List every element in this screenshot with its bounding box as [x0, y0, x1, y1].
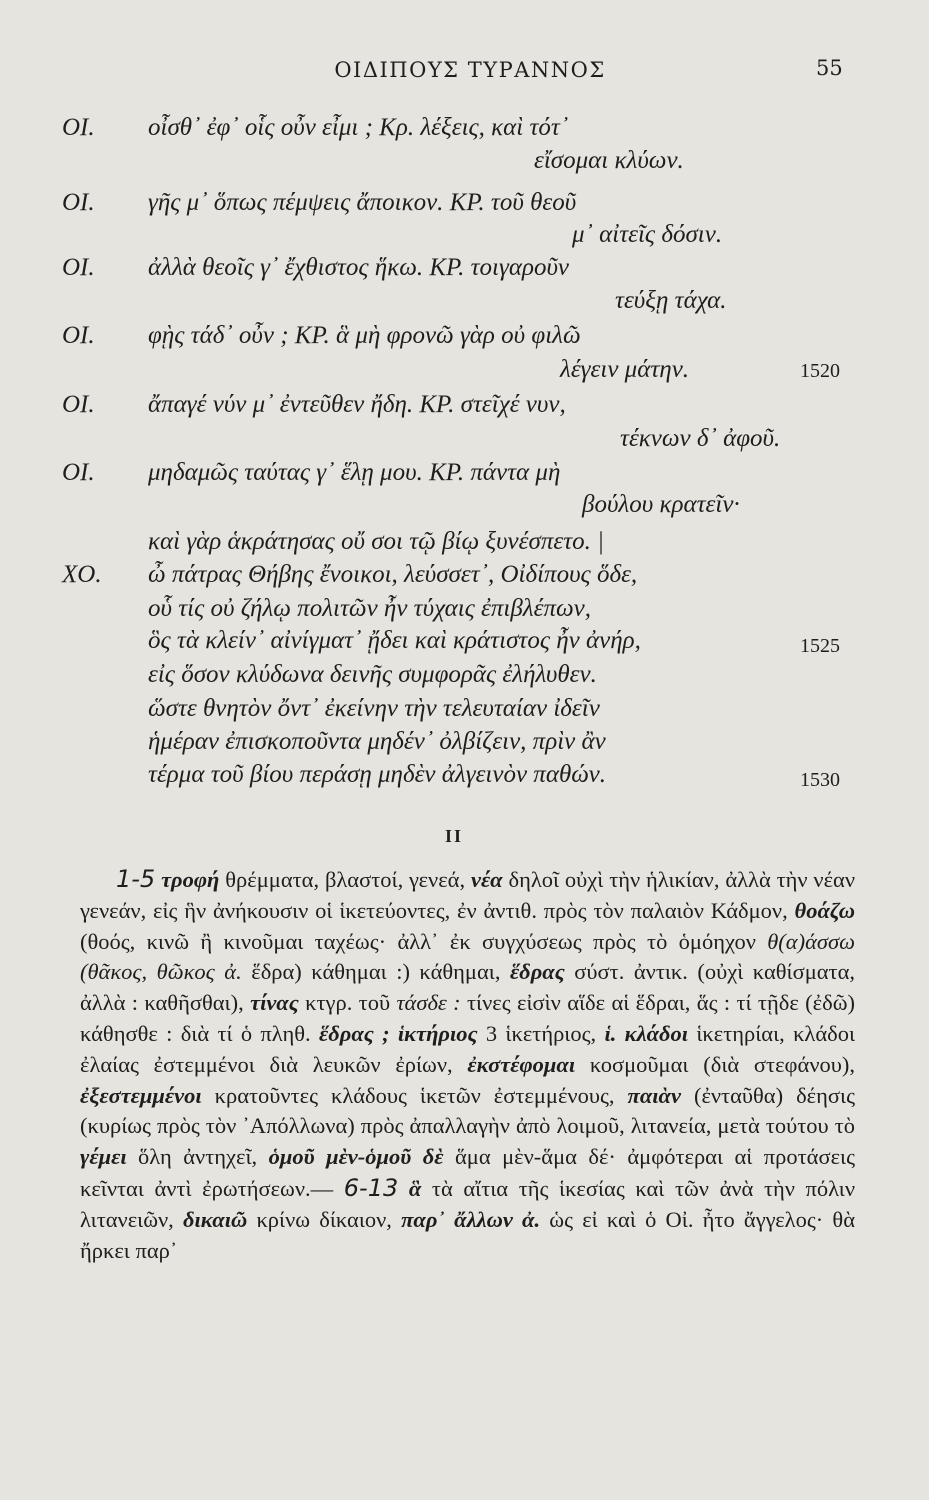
gloss: κτγρ. τοῦ — [298, 990, 397, 1016]
verse-text: ὦ πάτρας Θήβης ἔνοικοι, λεύσσετ᾽, Οἰδίπους ὅδε, — [148, 561, 638, 588]
section-separator: ΙΙ — [445, 826, 464, 846]
verse-text: οὗ τίς οὐ ζήλῳ πολιτῶν ἦν τύχαις ἐπιβλέπων, — [148, 595, 592, 622]
speaker-label: ΟΙ. — [62, 459, 95, 486]
gloss: ὡς εἰ καὶ ὁ Οἰ. ἦτο ἄγγελος· θὰ ἤρκει παρ᾽ — [80, 1206, 855, 1263]
verse-text: εἰς ὅσον κλύδωνα δεινῆς συμφορᾶς ἐλήλυθεν. — [148, 661, 597, 688]
gloss: δηλοῖ οὐχὶ τὴν ἡλικίαν, ἀλλὰ τὴν νέαν γενεάν, εἰς ἣν ἀνήκουσιν οἱ ἱκετεύοντες, ἐν ἀντιθ. πρὸς τὸν παλαιὸν Κάδμον, — [80, 867, 856, 923]
gloss: θρέμματα, βλαστοί, γενεά, — [219, 867, 471, 892]
lemma: παρ᾽ ἄλλων ἀ. — [401, 1206, 541, 1232]
line-number: 1525 — [800, 635, 840, 657]
lemma: ἐξεστεμμένοι — [80, 1082, 202, 1108]
gloss: 3 ἱκετήριος, — [477, 1020, 605, 1046]
gloss: ἅμα μὲν-ἅμα δέ· ἀμφότεραι αἱ προτάσεις κεῖνται ἀντὶ ἐρωτήσεων.— — [80, 1144, 855, 1201]
speaker-label: ΧΟ. — [62, 561, 102, 588]
verse-text: εἴσομαι κλύων. — [534, 147, 684, 174]
speaker-label: ΟΙ. — [62, 322, 95, 349]
line-reference: 6-13 — [343, 1173, 399, 1202]
verse-text: ἡμέραν ἐπισκοποῦντα μηδέν᾽ ὀλβίζειν, πρὶν ἂν — [148, 728, 606, 755]
verse-text: ἀλλὰ θεοῖς γ᾽ ἔχθιστος ἥκω. ΚΡ. τοιγαροῦν — [148, 254, 570, 281]
verse-text: τέκνων δ᾽ ἀφοῦ. — [620, 425, 781, 452]
speaker-label: ΟΙ. — [62, 189, 95, 216]
line-number: 1530 — [800, 769, 840, 791]
lemma: ἕδρας ; ἱκτήριος — [318, 1020, 478, 1046]
lemma: τίνας — [250, 990, 299, 1016]
verse-text: τεύξῃ τάχα. — [615, 287, 727, 314]
lemma: ὁμοῦ μὲν-ὁμοῦ δὲ — [268, 1144, 444, 1170]
line-number: 1520 — [800, 360, 840, 382]
commentary-paragraph — [80, 864, 855, 1266]
speaker-label: ΟΙ. — [62, 114, 95, 141]
verse-text: καὶ γὰρ ἁκράτησας οὔ σοι τῷ βίῳ ξυνέσπετο. | — [148, 528, 605, 555]
lemma: παιὰν — [627, 1082, 681, 1108]
speaker-label: ΟΙ. — [62, 254, 95, 281]
italic-gloss: θ(α)άσσω (θᾶκος, θῶκος ἀ. — [80, 928, 855, 985]
verse-text: μ᾽ αἰτεῖς δόσιν. — [572, 221, 723, 248]
lemma: τροφή — [161, 867, 220, 892]
page-number: 55 — [816, 56, 843, 80]
lemma: θοάζω — [794, 897, 855, 923]
gloss: ὅλη ἀντηχεῖ, — [126, 1144, 269, 1170]
verse-text: ὥστε θνητὸν ὄντ᾽ ἐκείνην τὴν τελευταίαν ἰδεῖν — [148, 695, 600, 722]
line-reference: 1-5 — [116, 865, 156, 893]
verse-text: τέρμα τοῦ βίου περάσῃ μηδὲν ἀλγεινὸν παθών. — [148, 761, 607, 788]
gloss: (θοός, κινῶ ἢ κινοῦμαι ταχέως· ἀλλ᾽ ἐκ συγχύσεως πρὸς τὸ ὁμόηχον — [80, 928, 768, 954]
verse-text: μηδαμῶς ταύτας γ᾽ ἕλῃ μου. ΚΡ. πάντα μὴ — [148, 459, 561, 486]
gloss: (ἐνταῦθα) δέησις (κυρίως πρὸς τὸν ᾿Απόλλωνα) πρὸς ἀπαλλαγὴν ἀπὸ λοιμοῦ, λιτανεία, μετὰ τούτου τὸ — [80, 1082, 855, 1139]
gloss: κρατοῦντες κλάδους ἱκετῶν ἐστεμμένους, — [201, 1082, 628, 1108]
verse-text: οἶσθ᾽ ἐφ᾽ οἷς οὖν εἶμι ; Κρ. λέξεις, καὶ τότ᾽ — [148, 114, 569, 141]
italic-gloss: τάσδε : — [396, 990, 461, 1016]
gloss: κρίνω δίκαιον, — [247, 1206, 402, 1232]
verse-text: φῂς τάδ᾽ οὖν ; ΚΡ. ἃ μὴ φρονῶ γὰρ οὐ φιλῶ — [148, 322, 581, 349]
gloss: ἱκετηρίαι, κλάδοι ἐλαίας ἐστεμμένοι διὰ λευκῶν ἐρίων, — [80, 1020, 856, 1077]
lemma: νέα — [470, 867, 503, 892]
gloss: κοσμοῦμαι (διὰ στεφάνου), — [575, 1051, 855, 1077]
verse-text: λέγειν μάτην. — [560, 356, 690, 383]
lemma: ἃ — [408, 1175, 422, 1201]
lemma: ἱ. κλάδοι — [604, 1020, 689, 1046]
verse-text: ὃς τὰ κλείν᾽ αἰνίγματ᾽ ᾔδει καὶ κράτιστος ἦν ἀνήρ, — [148, 627, 641, 654]
lemma: δικαιῶ — [183, 1206, 248, 1232]
gloss: ἕδρα) κάθημαι :) κάθημαι, — [241, 959, 510, 985]
verse-text: γῆς μ᾽ ὅπως πέμψεις ἄποικον. ΚΡ. τοῦ θεοῦ — [148, 189, 577, 216]
lemma: γέμει — [80, 1144, 127, 1170]
verse-text: ἄπαγέ νύν μ᾽ ἐντεῦθεν ἤδη. ΚΡ. στεῖχέ νυν, — [148, 391, 566, 418]
gloss: τὰ αἴτια τῆς ἱκεσίας καὶ τῶν ἀνὰ τὴν πόλιν λιτανειῶν, — [80, 1175, 856, 1232]
gloss: τίνες εἰσὶν αἵδε αἱ ἕδραι, ἅς : τί τῇδε (ἐδῶ) κάθησθε : διὰ τί ὁ πληθ. — [80, 990, 855, 1046]
speaker-label: ΟΙ. — [62, 391, 95, 418]
verse-text: βούλου κρατεῖν· — [582, 491, 740, 518]
running-head: ΟΙΔΙΠΟΥΣ ΤΥΡΑΝΝΟΣ — [334, 58, 606, 82]
lemma: ἐκστέφομαι — [467, 1051, 576, 1077]
gloss: σύστ. ἀντικ. (οὐχὶ καθίσματα, ἀλλὰ : καθῆσθαι), — [80, 959, 856, 1016]
lemma: ἕδρας — [509, 959, 565, 985]
